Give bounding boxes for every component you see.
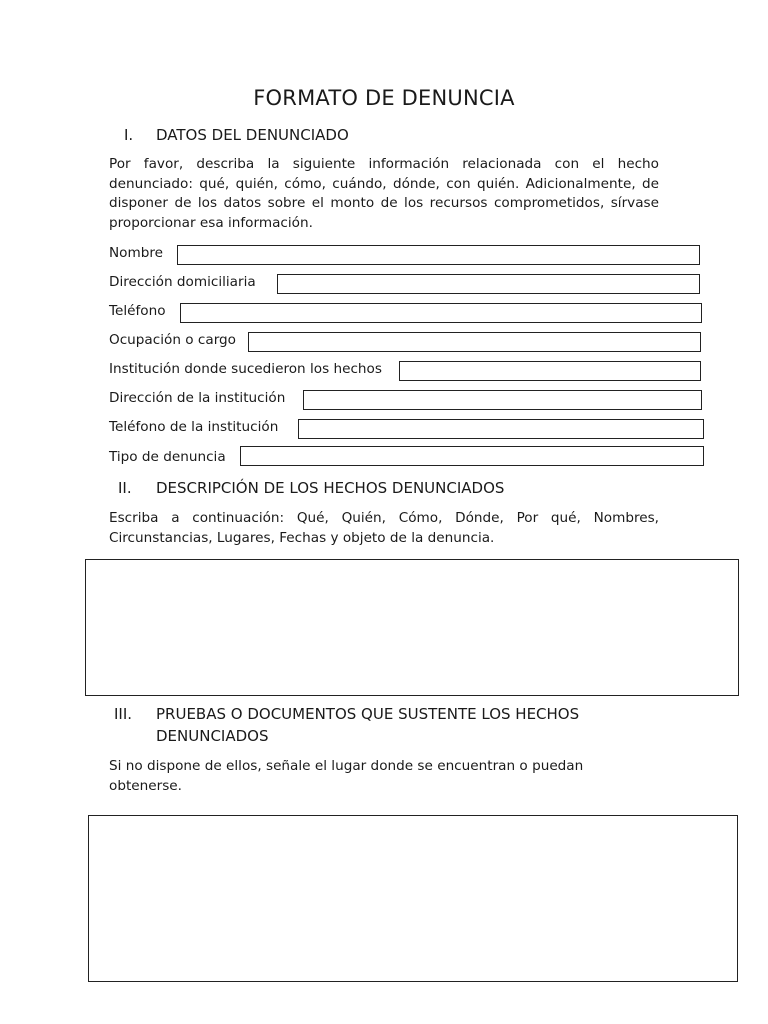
nombre-label: Nombre — [109, 245, 164, 261]
tipo-field[interactable] — [240, 446, 704, 466]
nombre-field[interactable] — [177, 245, 700, 265]
direccion-label: Dirección domiciliaria — [109, 274, 256, 290]
section-3-instructions: Si no dispone de ellos, señale el lugar donde se encuentran o puedan obtenerse. — [109, 758, 584, 794]
direccion-field[interactable] — [277, 274, 700, 294]
tipo-label: Tipo de denuncia — [109, 449, 226, 465]
section-2-title: DESCRIPCIÓN DE LOS HECHOS DENUNCIADOS — [156, 479, 505, 497]
telefono-field[interactable] — [180, 303, 702, 323]
direccion-institucion-field[interactable] — [303, 390, 702, 410]
section-2-instructions: Escriba a continuación: Qué, Quién, Cómo, Dónde, Por qué, Nombres, Circunstancias, Lugares, Fechas y objeto de la denuncia. — [109, 510, 659, 546]
section-3-title: PRUEBAS O DOCUMENTOS QUE SUSTENTE LOS HECHOS DENUNCIADOS — [156, 705, 580, 745]
hechos-textarea[interactable] — [85, 559, 739, 696]
ocupacion-field[interactable] — [248, 332, 701, 352]
section-1-title: DATOS DEL DENUNCIADO — [156, 126, 349, 144]
section-1-number: I. — [124, 126, 134, 144]
direccion-institucion-label: Dirección de la institución — [109, 390, 286, 406]
section-2-number: II. — [118, 479, 132, 497]
section-1-instructions: Por favor, describa la siguiente información relacionada con el hecho denunciado: qué, quién, cómo, cuándo, dónde, con quién. Adicionalmente, de disponer de los datos sobre el monto de los recursos comprometidos, sírvase proporcionar esa información. — [109, 156, 659, 231]
ocupacion-label: Ocupación o cargo — [109, 332, 236, 348]
telefono-institucion-label: Teléfono de la institución — [109, 419, 279, 435]
form-title: FORMATO DE DENUNCIA — [253, 86, 515, 110]
telefono-label: Teléfono — [109, 303, 166, 319]
telefono-institucion-field[interactable] — [298, 419, 704, 439]
institucion-field[interactable] — [399, 361, 701, 381]
pruebas-textarea[interactable] — [88, 815, 738, 982]
institucion-label: Institución donde sucedieron los hechos — [109, 361, 382, 377]
section-3-number: III. — [114, 705, 133, 723]
